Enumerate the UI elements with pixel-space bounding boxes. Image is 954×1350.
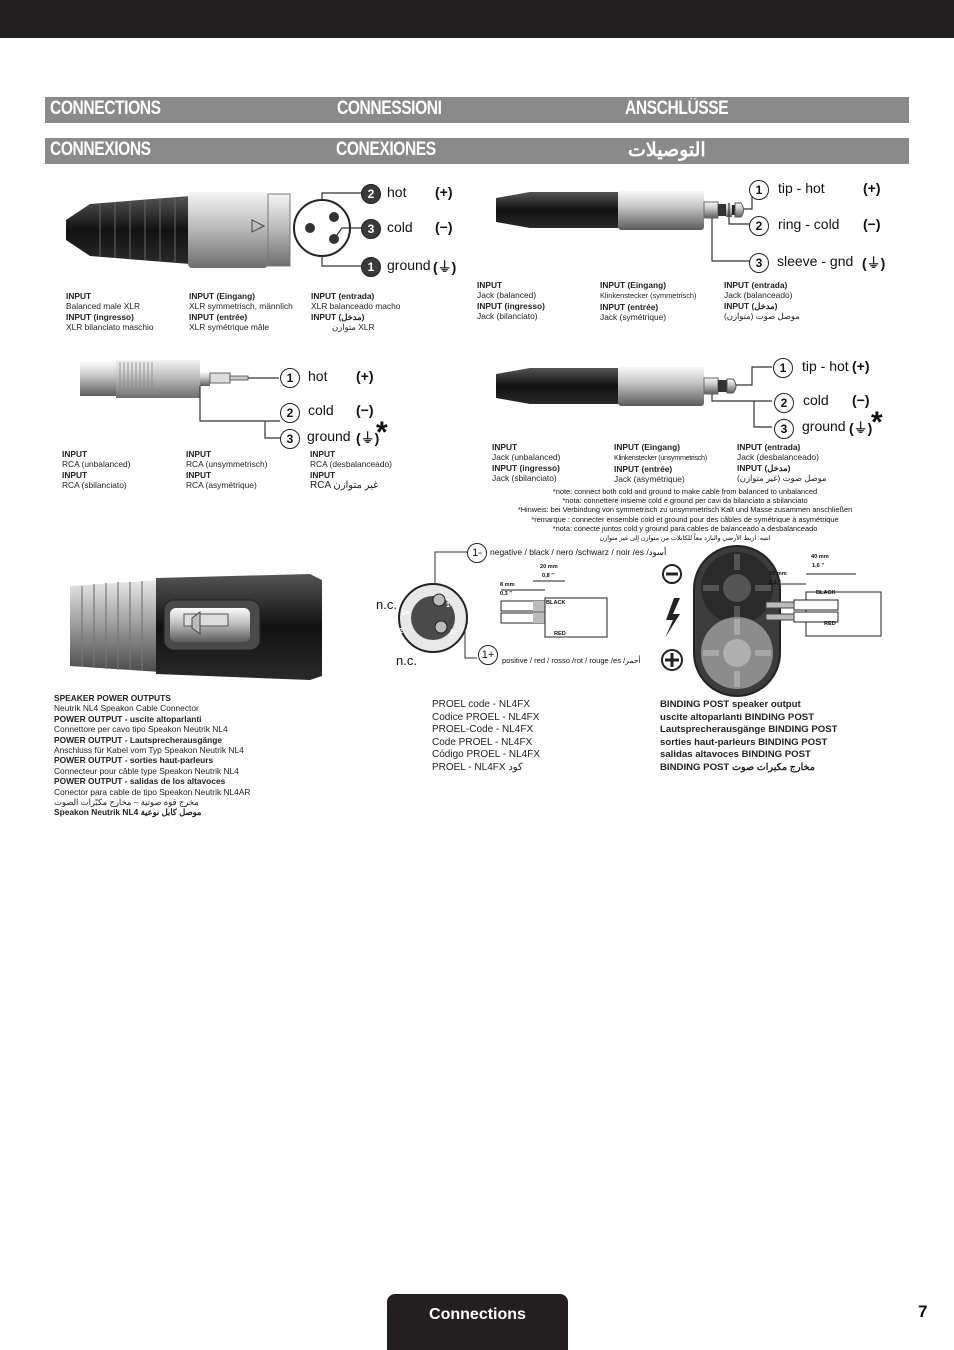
ts-ground-label: ground — [802, 418, 846, 434]
rca-caption-en: INPUT RCA (unbalanced) INPUT RCA (sbilanciato) — [62, 449, 131, 491]
trs-caption-de: INPUT (Eingang) Klinkenstecker (symmetrisch) INPUT (entrée) Jack (symétrique) — [600, 280, 697, 323]
ts-caption-en: INPUT Jack (unbalanced) INPUT (ingresso) Jack (sbilanciato) — [492, 442, 561, 484]
speakon-dim-label: 20 mm — [540, 564, 558, 570]
ts-ground-polarity: (⏚) — [849, 420, 873, 436]
ts-tip-polarity: (+) — [852, 358, 870, 374]
speakon-contact-label: 1+ — [450, 629, 458, 636]
speakon-caption: SPEAKER POWER OUTPUTS Neutrik NL4 Speakon Cable Connector POWER OUTPUT - uscite altoparlanti Connettore per cavo tipo Speakon Neutrik NL4 POWER OUTPUT - Lautsprecherausgänge Anschluss für Kabel vom Typ Speakon Neutrik NL4 POWER OUTPUT - sorties haut-parleurs Connecteur pour câble type Speakon Neutrik NL4 POWER OUTPUT - salidas de los altavoces Conector para cable de tipo Speakon Neutrik NL4AR مخرج قوة صوتية – مخارج مكبّرات الصوت Speakon Neutrik NL4 موصل كابل نوعية — [54, 693, 251, 818]
rca-ground-label: ground — [307, 428, 351, 444]
speakon-dim-label: 8 mm — [500, 582, 515, 588]
xlr-ground-polarity: (⏚) — [433, 259, 457, 275]
xlr-pin-badge: 1 — [361, 257, 381, 277]
speakon-contact-label: 1- — [446, 602, 453, 609]
binding-wire-red-label: RED — [824, 621, 836, 627]
ts-note-asterisk: * — [871, 406, 883, 439]
trs-ring-polarity: (−) — [863, 216, 881, 232]
footer-tab-label: Connections — [429, 1306, 526, 1323]
speakon-neg-badge: 1- — [467, 543, 487, 563]
speakon-connector-drawing — [60, 572, 330, 682]
speakon-nc-label: n.c. — [396, 653, 417, 668]
ts-jack-drawing — [490, 360, 790, 450]
speakon-wire-red-label: RED — [554, 631, 566, 637]
trs-caption-en: INPUT Jack (balanced) INPUT (ingresso) Jack (bilanciato) — [477, 280, 545, 322]
binding-dim-label: 15 mm — [769, 571, 787, 577]
header-connessioni: CONNESSIONI — [337, 98, 442, 119]
footer-section-tab — [387, 1294, 568, 1350]
speakon-dim-label: 0,8 " — [542, 573, 554, 579]
trs-caption-es: INPUT (entrada) Jack (balanceado) INPUT (مدخل) موصل صوت (متوازن) — [724, 280, 800, 322]
ts-cold-polarity: (−) — [852, 392, 870, 408]
rca-pin-badge: 3 — [280, 429, 300, 449]
rca-ground-polarity: (⏚) — [356, 430, 380, 446]
xlr-pin-badge: 3 — [361, 219, 381, 239]
ts-tip-label: tip - hot — [802, 358, 849, 374]
speakon-nc-label: n.c. — [376, 597, 397, 612]
speakon-dim-label: 0,3 " — [500, 591, 512, 597]
header-connexions: CONNEXIONS — [50, 139, 151, 160]
xlr-pin-badge: 2 — [361, 184, 381, 204]
header-arabic: التوصيلات — [628, 140, 706, 161]
trs-pin-badge: 3 — [749, 253, 769, 273]
rca-caption-es: INPUT RCA (desbalanceado) INPUT RCA غير متوازن — [310, 449, 392, 492]
xlr-cold-polarity: (−) — [435, 219, 453, 235]
page-number: 7 — [918, 1302, 928, 1321]
rca-pin-badge: 1 — [280, 368, 300, 388]
rca-caption-de: INPUT RCA (unsymmetrisch) INPUT RCA (asymétrique) — [186, 449, 268, 491]
rca-pin-badge: 2 — [280, 403, 300, 423]
xlr-caption-de: INPUT (Eingang) XLR symmetrisch, männlich INPUT (entrée) XLR symétrique mâle — [189, 291, 293, 333]
xlr-pinout-drawing — [290, 185, 370, 280]
ts-cold-label: cold — [803, 392, 829, 408]
xlr-hot-polarity: (+) — [435, 184, 453, 200]
binding-post-caption: BINDING POST speaker output uscite altoparlanti BINDING POST Lautsprecherausgänge BINDING POST sorties haut-parleurs BINDING POST salidas altavoces BINDING POST BINDING POST مخارج مكبرات صوت — [660, 699, 838, 773]
header-row-2 — [45, 138, 909, 164]
speakon-contact-label: 2- — [399, 628, 406, 635]
xlr-caption-es: INPUT (entrada) XLR balanceado macho INPUT (مدخل) متوازن XLR — [311, 291, 401, 333]
speakon-contact-label: 2+ — [402, 610, 410, 617]
trs-tip-polarity: (+) — [863, 180, 881, 196]
binding-wire-black-label: BLACK — [816, 590, 836, 596]
speakon-neg-label: negative / black / nero /schwarz / noir /es /أسود — [490, 547, 667, 557]
header-anschluesse: ANSCHLÜSSE — [625, 98, 729, 119]
xlr-caption-en: INPUT Balanced male XLR INPUT (ingresso) XLR bilanciato maschio — [66, 291, 154, 333]
proel-code-caption: PROEL code - NL4FX Codice PROEL - NL4FX PROEL-Code - NL4FX Code PROEL - NL4FX Código PROEL - NL4FX PROEL - NL4FX كود — [432, 699, 541, 773]
ts-pin-badge: 3 — [774, 419, 794, 439]
trs-tip-label: tip - hot — [778, 180, 825, 196]
trs-sleeve-polarity: (⏚) — [862, 255, 886, 271]
unbalanced-cable-note: *note: connect both cold and ground to make cable from balanced to unbalanced *nota: connettere insieme cold e ground per cavi da bilanciato a sbilanciato *Hinweis: bei Verbindung von symmetrisch zu unsymmetrisch Kalt und Masse zusammen anschließen *remarque : connecter ensemble cold et ground pour des câbles de symétrique à asymétrique *nota: conecte juntos cold y ground para cables de balanceado a desbalanceado انتبه: اربط الأرضي والبارد معاً للكابلات من متوازن إلى غير متوازن — [517, 487, 853, 543]
header-conexiones: CONEXIONES — [336, 139, 436, 160]
trs-ring-label: ring - cold — [778, 216, 840, 232]
rca-hot-label: hot — [308, 368, 328, 384]
xlr-ground-label: ground — [387, 257, 431, 273]
rca-cold-label: cold — [308, 402, 334, 418]
top-bar — [0, 0, 954, 38]
ts-pin-badge: 1 — [773, 358, 793, 378]
trs-jack-drawing — [490, 182, 780, 272]
speakon-wire-black-label: BLACK — [546, 600, 566, 606]
trs-pin-badge: 1 — [749, 180, 769, 200]
binding-dim-label: 40 mm — [811, 554, 829, 560]
rca-note-asterisk: * — [376, 416, 388, 449]
speakon-pos-badge: 1+ — [478, 645, 498, 665]
trs-pin-badge: 2 — [749, 216, 769, 236]
trs-sleeve-label: sleeve - gnd — [777, 253, 854, 269]
rca-hot-polarity: (+) — [356, 368, 374, 384]
speakon-pos-label: positive / red / rosso /rot / rouge /es /أحمر — [502, 656, 641, 665]
xlr-cold-label: cold — [387, 219, 413, 235]
rca-cold-polarity: (−) — [356, 402, 374, 418]
binding-dim-label: 1,6 " — [812, 563, 824, 569]
header-row-1 — [45, 97, 909, 123]
ts-caption-es: INPUT (entrada) Jack (desbalanceado) INPUT (مدخل) موصل صوت (غير متوازن) — [737, 442, 827, 484]
ts-caption-de: INPUT (Eingang) Klinkenstecker (unsymmetrisch) INPUT (entrée) Jack (asymétrique) — [614, 442, 707, 485]
binding-dim-label: 0,6 " — [769, 580, 781, 586]
header-connections: CONNECTIONS — [50, 98, 161, 119]
ts-pin-badge: 2 — [774, 393, 794, 413]
xlr-hot-label: hot — [387, 184, 407, 200]
binding-post-drawing — [656, 540, 886, 700]
